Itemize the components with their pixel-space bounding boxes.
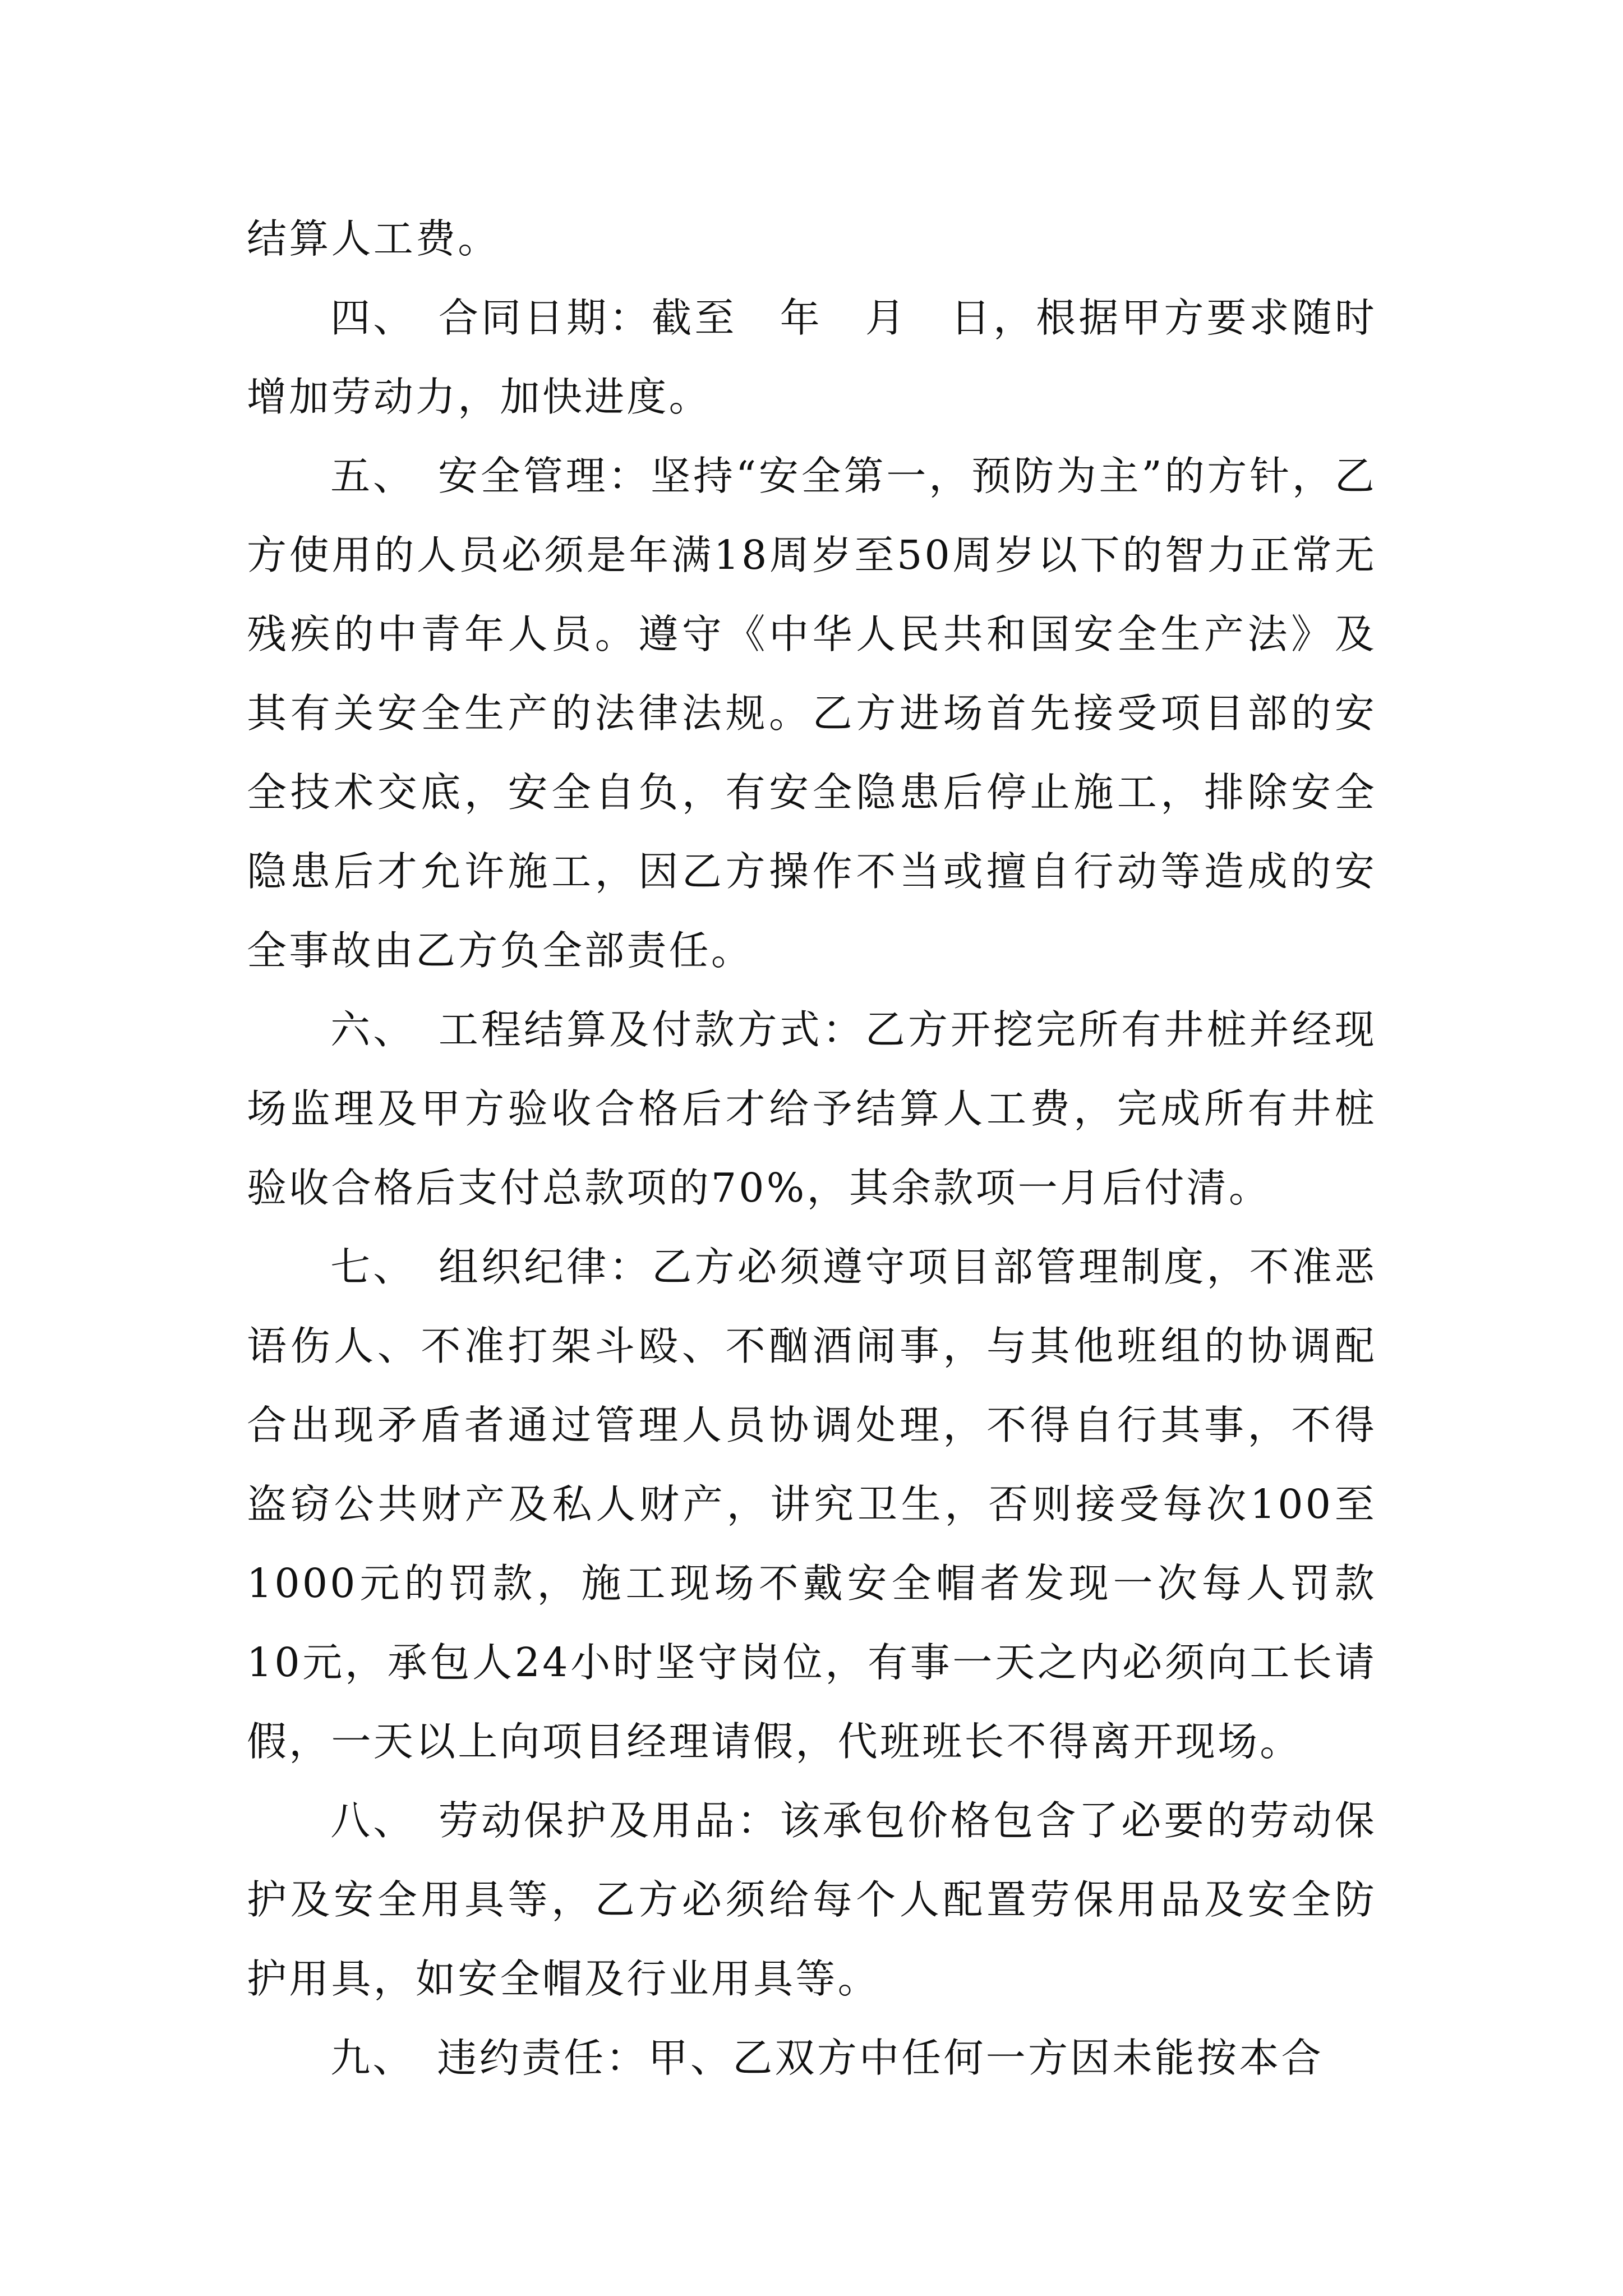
paragraph-continuation: 结算人工费。 xyxy=(247,215,500,262)
paragraph-contract-date: 四、 合同日期：截至 年 月 日，根据甲方要求随时增加劳动力，加快进度。 xyxy=(247,295,1377,420)
document-body xyxy=(247,199,1377,2097)
paragraph-settlement-payment: 六、 工程结算及付款方式：乙方开挖完所有井桩并经现场监理及甲方验收合格后才给予结算人工费，完成所有井桩验收合格后支付总款项的70%，其余款项一月后付清。 xyxy=(247,1006,1377,1211)
paragraph-discipline: 七、 组织纪律：乙方必须遵守项目部管理制度，不准恶语伤人、不准打架斗殴、不酗酒闹事，与其他班组的协调配合出现矛盾者通过管理人员协调处理，不得自行其事，不得盗窃公共财产及私人财产，讲究卫生，否则接受每次100至1000元的罚款，施工现场不戴安全帽者发现一次每人罚款10元，承包人24小时坚守岗位，有事一天之内必须向工长请假，一天以上向项目经理请假，代班班长不得离开现场。 xyxy=(247,1244,1377,1765)
paragraph-safety-management: 五、 安全管理：坚持“安全第一，预防为主”的方针，乙方使用的人员必须是年满18周岁至50周岁以下的智力正常无残疾的中青年人员。遵守《中华人民共和国安全生产法》及其有关安全生产的法律法规。乙方进场首先接受项目部的安全技术交底，安全自负，有安全隐患后停止施工，排除安全隐患后才允许施工，因乙方操作不当或擅自行动等造成的安全事故由乙方负全部责任。 xyxy=(247,453,1377,974)
paragraph-labor-protection: 八、 劳动保护及用品：该承包价格包含了必要的劳动保护及安全用具等，乙方必须给每个人配置劳保用品及安全防护用具，如安全帽及行业用具等。 xyxy=(247,1797,1377,2002)
paragraph-breach-liability: 九、 违约责任：甲、乙双方中任何一方因未能按本合 xyxy=(330,2035,1324,2081)
